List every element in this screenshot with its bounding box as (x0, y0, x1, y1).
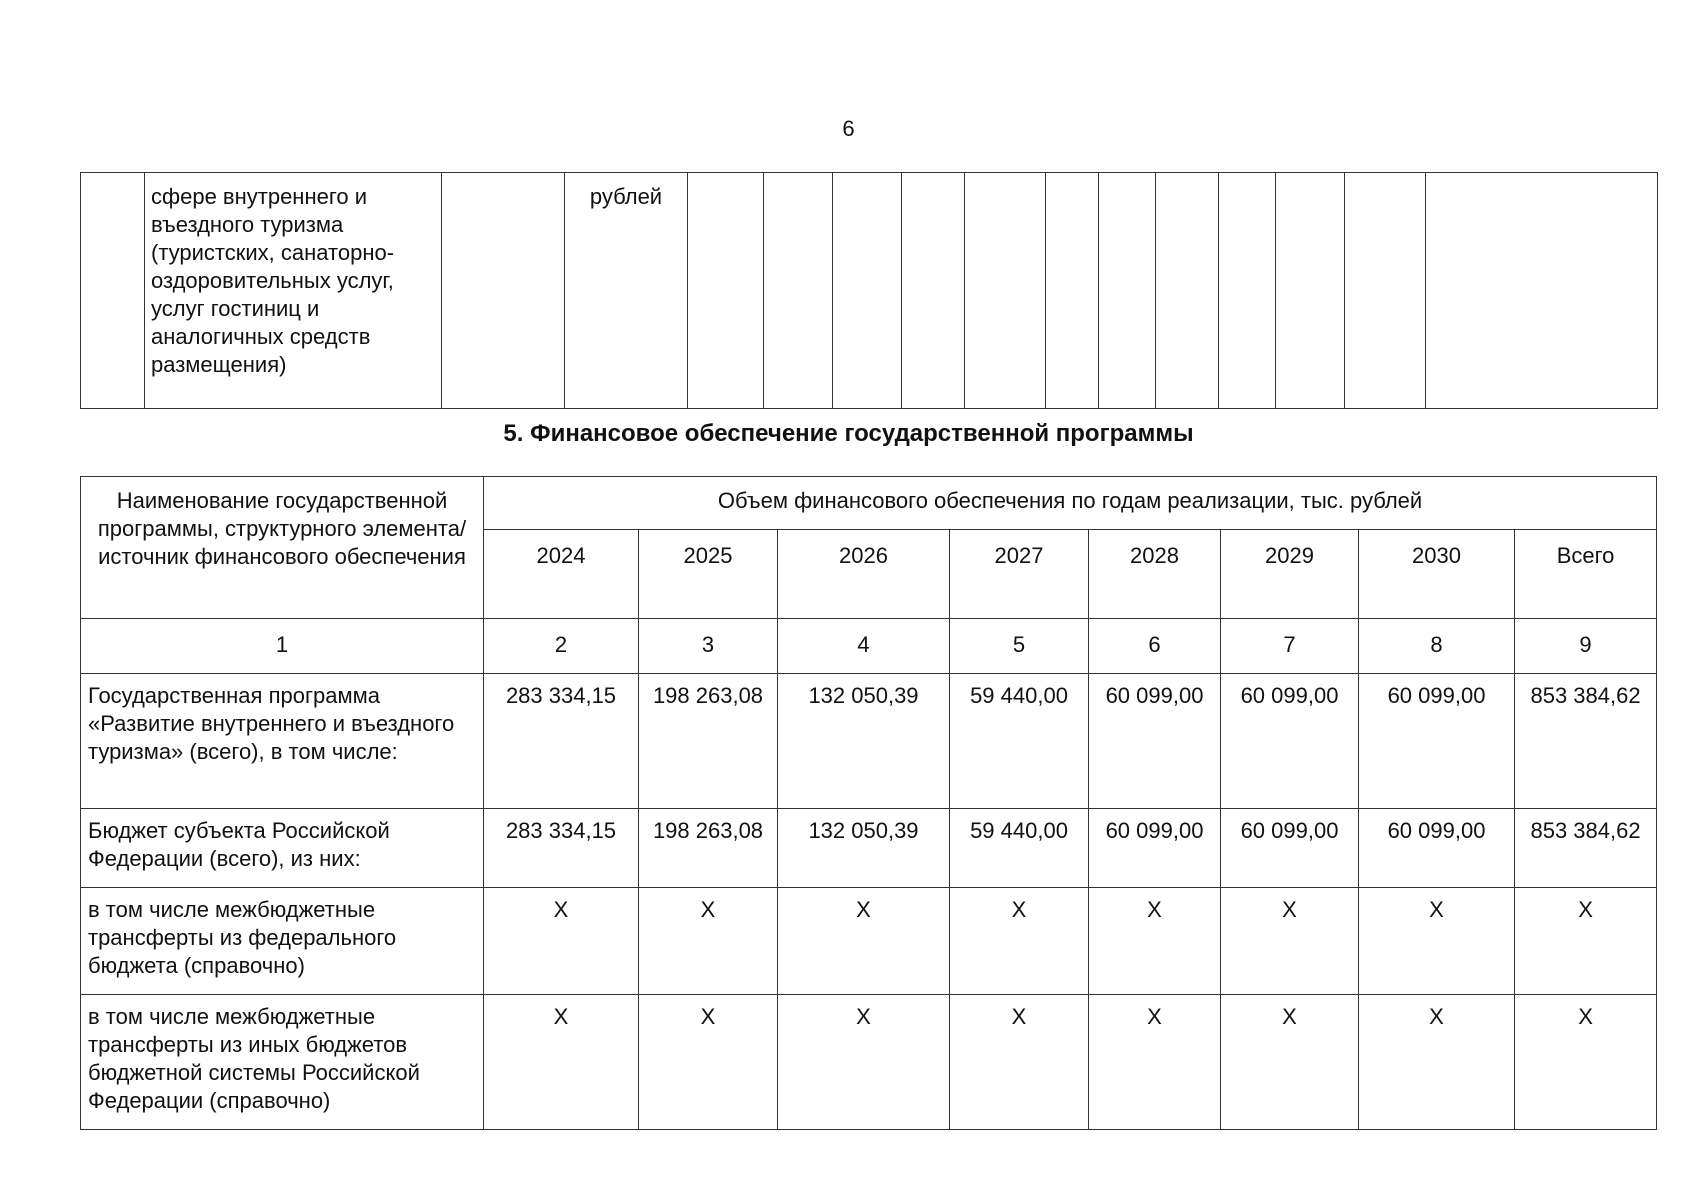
row-name: Государственная программа «Развитие внутреннего и въездного туризма» (всего), в том числе: (81, 674, 484, 809)
value-cell: Х (1089, 888, 1221, 995)
value-cell: Х (1515, 995, 1657, 1130)
column-number: 7 (1221, 619, 1359, 674)
value-cell: 60 099,00 (1221, 809, 1359, 888)
value-cell: Х (950, 995, 1089, 1130)
value-cell: 60 099,00 (1359, 674, 1515, 809)
value-cell: Х (1515, 888, 1657, 995)
volume-header: Объем финансового обеспечения по годам реализации, тыс. рублей (484, 477, 1657, 530)
value-cell: 60 099,00 (1089, 809, 1221, 888)
year-header: 2025 (639, 530, 778, 619)
value-cell: 853 384,62 (1515, 674, 1657, 809)
value-cell: Х (1359, 995, 1515, 1130)
value-cell: 853 384,62 (1515, 809, 1657, 888)
row-name: Бюджет субъекта Российской Федерации (всего), из них: (81, 809, 484, 888)
header-row (81, 477, 1657, 530)
column-number: 4 (778, 619, 950, 674)
cont-cell-empty (1156, 173, 1219, 409)
table-row-other-transfers (81, 995, 1657, 1130)
value-cell: 60 099,00 (1359, 809, 1515, 888)
name-column-header: Наименование государственной программы, структурного элемента/источник финансового обеспечения (81, 477, 484, 619)
value-cell: Х (639, 888, 778, 995)
year-header: 2024 (484, 530, 639, 619)
value-cell: 59 440,00 (950, 809, 1089, 888)
value-cell: Х (1221, 888, 1359, 995)
cont-cell-empty (1219, 173, 1276, 409)
value-cell: 60 099,00 (1089, 674, 1221, 809)
value-cell: Х (778, 995, 950, 1130)
cont-cell-empty (1099, 173, 1156, 409)
finance-table (80, 476, 1657, 1130)
year-header: 2029 (1221, 530, 1359, 619)
cont-cell-empty (902, 173, 965, 409)
value-cell: 132 050,39 (778, 674, 950, 809)
column-number: 5 (950, 619, 1089, 674)
cont-cell-empty (965, 173, 1046, 409)
cont-cell-index (81, 173, 145, 409)
column-number: 6 (1089, 619, 1221, 674)
cont-cell-empty (688, 173, 764, 409)
year-header: 2026 (778, 530, 950, 619)
value-cell: Х (484, 888, 639, 995)
cont-cell-empty (442, 173, 565, 409)
table-row-regional-budget (81, 809, 1657, 888)
year-header: 2028 (1089, 530, 1221, 619)
total-header: Всего (1515, 530, 1657, 619)
column-number: 9 (1515, 619, 1657, 674)
value-cell: 198 263,08 (639, 809, 778, 888)
value-cell: Х (484, 995, 639, 1130)
cont-cell-empty (1276, 173, 1345, 409)
value-cell: 198 263,08 (639, 674, 778, 809)
row-name: в том числе межбюджетные трансферты из иных бюджетов бюджетной системы Российской Федерации (справочно) (81, 995, 484, 1130)
value-cell: Х (950, 888, 1089, 995)
column-number: 8 (1359, 619, 1515, 674)
cont-cell-unit: рублей (565, 173, 688, 409)
value-cell: 132 050,39 (778, 809, 950, 888)
cont-cell-empty (1345, 173, 1426, 409)
section-heading: 5. Финансовое обеспечение государственной программы (503, 420, 1194, 447)
value-cell: 283 334,15 (484, 674, 639, 809)
value-cell: Х (1359, 888, 1515, 995)
column-number: 2 (484, 619, 639, 674)
column-number: 3 (639, 619, 778, 674)
row-name: в том числе межбюджетные трансферты из федерального бюджета (справочно) (81, 888, 484, 995)
cont-cell-empty (1046, 173, 1099, 409)
year-header: 2027 (950, 530, 1089, 619)
value-cell: Х (778, 888, 950, 995)
page-number: 6 (842, 116, 855, 141)
value-cell: Х (1089, 995, 1221, 1130)
value-cell: Х (639, 995, 778, 1130)
column-number: 1 (81, 619, 484, 674)
cont-cell-empty (1426, 173, 1658, 409)
continuation-table (80, 172, 1658, 409)
cont-cell-name: сфере внутреннего и въездного туризма (туристских, санаторно-оздоровительных услуг, услуг гостиниц и аналогичных средств размещения) (145, 173, 442, 409)
continuation-row (81, 173, 1658, 409)
cont-cell-empty (833, 173, 902, 409)
value-cell: 283 334,15 (484, 809, 639, 888)
table-row-federal-transfers (81, 888, 1657, 995)
year-header: 2030 (1359, 530, 1515, 619)
value-cell: 60 099,00 (1221, 674, 1359, 809)
column-number-row (81, 619, 1657, 674)
cont-cell-empty (764, 173, 833, 409)
value-cell: 59 440,00 (950, 674, 1089, 809)
value-cell: Х (1221, 995, 1359, 1130)
table-row-program-total (81, 674, 1657, 809)
